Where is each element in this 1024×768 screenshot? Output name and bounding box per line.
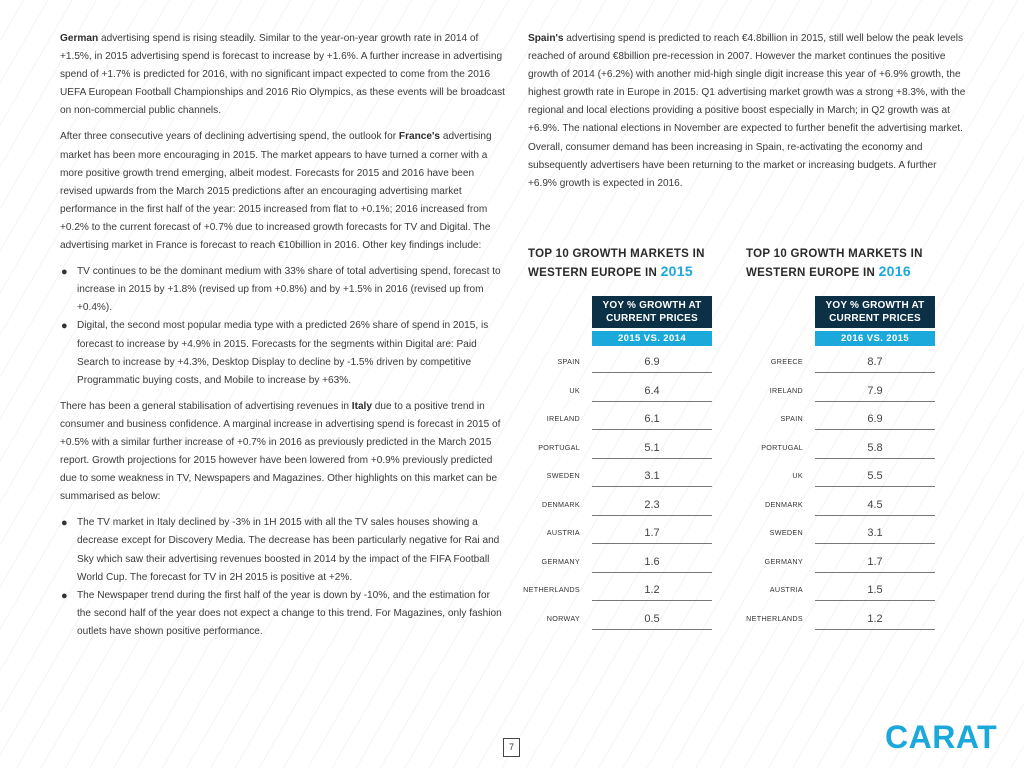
- spain-lead: Spain's: [528, 33, 564, 44]
- table-2016-title: [746, 246, 956, 282]
- growth-value: 0.5: [644, 612, 660, 625]
- page-number: 7: [503, 738, 520, 757]
- growth-value: 6.9: [867, 413, 883, 425]
- growth-value: 4.5: [867, 498, 883, 511]
- country-label: GREECE: [770, 357, 803, 366]
- france-text-post: advertising market has been more encouraging in 2015. The market appears to have turned a corner with a more positive growth trend emerging, albeit modest. Forecasts for 2015 and 2016 have been revised upwards from the March 2015 predictions after an encouraging advertising market performance in the first half of the year: 2015 increased from flat to +0.1%; 2016 increased from +0.2% to the current forecast of +0.7% due to increased growth forecasts for TV and Digital. The advertising market in France is forecast to reach €10billion in 2016. Other key findings include:: [60, 131, 492, 252]
- bullet-icon: ●: [61, 266, 68, 279]
- row-divider: [592, 629, 712, 630]
- table-2015-title-line2: WESTERN EUROPE IN: [528, 267, 661, 279]
- country-label: IRELAND: [546, 414, 580, 423]
- table-row: [770, 352, 935, 372]
- country-label: GERMANY: [764, 556, 803, 566]
- growth-value: 1.7: [644, 527, 660, 539]
- list-item: [60, 587, 505, 641]
- country-label: DENMARK: [764, 499, 803, 509]
- country-label: NORWAY: [546, 613, 580, 623]
- row-divider: [592, 372, 712, 373]
- country-label: NETHERLANDS: [523, 585, 580, 594]
- table-row: [764, 495, 935, 515]
- growth-value: 7.9: [867, 384, 883, 397]
- bullet-text: TV continues to be the dominant medium with 33% share of total advertising spend, forecast to increase in 2015 by +1.8% (revised up from +0.8%) and by +1.5% in 2016 (revised up from +0.4%).: [77, 266, 501, 314]
- germany-text: advertising spend is rising steadily. Similar to the year-on-year growth rate in 2014 of +1.5%, in 2015 advertising spend is forecast to increase by +1.6%. A further increase in advertising spend of +1.7% is predicted for 2016, with no significant impact expected to come from the 2016 UEFA European Football Championships and 2016 Rio Olympics, as these events will be broadcast on non-commercial public channels.: [60, 33, 505, 117]
- list-item: [60, 263, 505, 317]
- country-label: AUSTRIA: [546, 528, 580, 537]
- country-label: SPAIN: [780, 414, 803, 423]
- row-divider: [592, 515, 712, 516]
- row-divider: [815, 429, 935, 430]
- row-divider: [592, 572, 712, 573]
- row-divider: [815, 458, 935, 459]
- right-column: [528, 30, 966, 201]
- table-2016-year: 2016: [878, 263, 911, 279]
- left-column: [60, 30, 505, 649]
- table-row: [780, 409, 935, 429]
- list-item: [60, 514, 505, 586]
- carat-logo: CARAT: [885, 719, 998, 755]
- row-divider: [815, 543, 935, 544]
- table-row: [769, 381, 935, 401]
- table-2015-year: 2015: [660, 263, 693, 279]
- country-label: SWEDEN: [769, 528, 803, 537]
- row-divider: [592, 401, 712, 402]
- table-2015-title-line1: TOP 10 GROWTH MARKETS IN: [528, 248, 705, 260]
- italy-bold: Italy: [351, 400, 372, 412]
- bullet-text: Digital, the second most popular media type with a predicted 26% share of spend in 2015, is forecast to increase by +4.9% in 2015. Forecasts for the segments within Digital are: Paid Search to increase by +4.3%, Desktop Display to decline by -1.5% driven by competitive Programmatic buying costs, and Mobile to increase by +63%.: [77, 320, 489, 386]
- growth-value: 1.6: [644, 555, 660, 568]
- country-label: PORTUGAL: [761, 442, 803, 452]
- table-2015-subheader: 2015 VS. 2014: [592, 331, 712, 346]
- bullet-icon: ●: [61, 320, 68, 333]
- growth-value: 6.4: [644, 384, 660, 397]
- table-row: [746, 609, 935, 629]
- france-paragraph: [60, 128, 505, 255]
- country-label: AUSTRIA: [769, 585, 803, 594]
- country-label: DENMARK: [541, 499, 580, 509]
- bullet-text: The TV market in Italy declined by -3% in 1H 2015 with all the TV sales houses showing a decrease except for Discovery Media. The decrease has been particularly negative for Rai and Sky which saw their advertising revenues boosted in 2014 by the impact of the FIFA Football World Cup. The forecast for TV in 2H 2015 is positive at +2%.: [77, 517, 500, 583]
- bullet-icon: ●: [61, 589, 68, 602]
- row-divider: [592, 600, 712, 601]
- italy-paragraph: [60, 398, 505, 507]
- growth-value: 5.1: [644, 441, 660, 454]
- growth-value: 2.3: [644, 498, 660, 511]
- table-row: [761, 438, 935, 458]
- country-label: SWEDEN: [546, 471, 580, 480]
- row-divider: [592, 458, 712, 459]
- bullet-text: The Newspaper trend during the first half of the year is down by -10%, and the estimation for the second half of the year does not expect a change to this trend. For Magazines, only fashion outlets have shown positive performance.: [77, 589, 502, 637]
- growth-value: 1.2: [867, 612, 883, 625]
- row-divider: [592, 486, 712, 487]
- table-2015-title: [528, 246, 738, 282]
- country-label: IRELAND: [769, 385, 803, 395]
- row-divider: [815, 629, 935, 630]
- growth-value: 5.8: [867, 441, 883, 454]
- growth-value: 5.5: [867, 470, 883, 482]
- country-label: PORTUGAL: [538, 442, 580, 452]
- row-divider: [815, 372, 935, 373]
- spain-paragraph: [528, 30, 966, 193]
- country-label: GERMANY: [541, 556, 580, 566]
- italy-bullet-list: [60, 514, 505, 641]
- italy-text-pre: There has been a general stabilisation of advertising revenues in: [60, 400, 352, 412]
- growth-value: 6.9: [644, 356, 660, 368]
- france-text-pre: After three consecutive years of declining advertising spend, the outlook for: [60, 131, 399, 143]
- growth-value: 3.1: [644, 470, 660, 482]
- growth-value: 1.2: [644, 584, 660, 596]
- growth-value: 1.5: [867, 584, 883, 596]
- table-row: [769, 523, 935, 543]
- bullet-icon: ●: [61, 517, 68, 530]
- row-divider: [815, 401, 935, 402]
- country-label: SPAIN: [557, 357, 580, 366]
- growth-value: 3.1: [867, 527, 883, 539]
- row-divider: [592, 429, 712, 430]
- country-label: UK: [569, 385, 580, 395]
- country-label: NETHERLANDS: [746, 613, 803, 623]
- germany-paragraph: [60, 30, 505, 120]
- table-2016-header: YOY % GROWTH AT CURRENT PRICES: [815, 296, 935, 328]
- table-2016-subheader: 2016 VS. 2015: [815, 331, 935, 346]
- row-divider: [815, 486, 935, 487]
- country-label: UK: [792, 471, 803, 480]
- table-row: [764, 552, 935, 572]
- table-2016-title-line1: TOP 10 GROWTH MARKETS IN: [746, 248, 923, 260]
- growth-value: 6.1: [644, 413, 660, 425]
- table-2015-header: YOY % GROWTH AT CURRENT PRICES: [592, 296, 712, 328]
- france-bullet-list: [60, 263, 505, 390]
- spain-text: advertising spend is predicted to reach €4.8billion in 2015, still well below the peak levels reached of around €8billion pre-recession in 2007. However the market continues the positive growth of 2014 (+6.2%) with another mid-high single digit increase this year of +6.9% growth, the highest growth rate in Europe in 2015. Q1 advertising market growth was a strong +8.3%, with the regional and local elections providing a positive boost especially in March; in Q2 growth was at +6.9%. The national elections in November are expected to further benefit the advertising market. Overall, consumer demand has been increasing in Spain, re-activating the economy and subsequently advertisers have been returning to the market or increasing budgets. A further +6.9% growth is expected in 2016.: [528, 33, 966, 189]
- row-divider: [815, 515, 935, 516]
- growth-value: 1.7: [867, 555, 883, 568]
- row-divider: [592, 543, 712, 544]
- germany-lead: German: [60, 33, 99, 44]
- france-bold: France's: [398, 131, 441, 143]
- row-divider: [815, 600, 935, 601]
- italy-text-post: due to a positive trend in consumer and business confidence. A marginal increase in advertising spend is forecast in 2015 of +0.5% with a similar further increase of +0.7% in 2016 as previously predicted in the March 2015 report. Growth projections for 2015 however have been lowered from +0.9% previously predicted due to some weakness in TV, Newspapers and Magazines. Other highlights on this market can be summarised as below:: [60, 400, 501, 503]
- row-divider: [815, 572, 935, 573]
- table-2016-title-line2: WESTERN EUROPE IN: [746, 267, 879, 279]
- table-row: [769, 580, 935, 600]
- table-row: [792, 466, 935, 486]
- growth-value: 8.7: [867, 356, 883, 368]
- list-item: [60, 317, 505, 389]
